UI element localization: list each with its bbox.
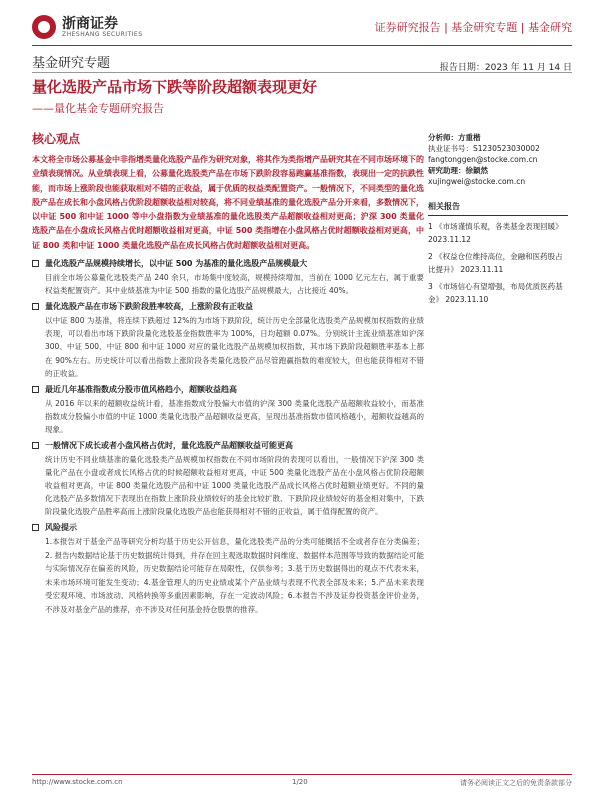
key-point-body: 以中证 800 为基准，将连续下跌超过 12%的为市场下跌阶段，统计历史全部量化选股类产品规模加权指数的业绩表现，可以看出市场下跌阶段量化选股基金指数胜率为 100%，日均超额 0.07%。分别统计主流业绩基准如沪深 300、中证 500、中证 800 和中证 1000 对应的量化选股产品规模加权指数，其市场下跌阶段超额胜率基本上都在 90%左右。历史统计可以看出指数上涨阶段各类量化选股产品尽管跑赢指数的难度较大，但也能获得相对不错的正收益。	[45, 316, 424, 378]
key-point-body: 目前全市场公募量化选股类产品 240 余只，市场集中度较高，规模持续增加，当前在 1000 亿元左右，属于重要权益类配置资产。其中业绩基准为中证 500 指数的量化选股产品规模最大，占比接近 40%。	[45, 273, 424, 296]
page-number: 1/20	[292, 778, 308, 786]
related-report-link[interactable]: 1 《市场谨慎乐观，各类基金表现回暖》 2023.11.12	[428, 222, 563, 244]
key-point	[32, 438, 424, 518]
key-point-title: 一般情况下成长或者小盘风格占优时，量化选股产品超额收益可能更高	[45, 441, 293, 451]
checkbox-icon	[32, 260, 39, 267]
brand-name: 浙商证券	[62, 15, 118, 32]
checkbox-icon	[32, 442, 39, 449]
analyst-label: 分析师：	[428, 133, 458, 142]
category-divider	[32, 72, 572, 73]
report-date: 报告日期：2023 年 11 月 14 日	[439, 63, 572, 73]
checkbox-icon	[32, 303, 39, 310]
related-report-link[interactable]: 2 《权益仓位维持高位，金融和医药股占比提升》 2023.11.11	[428, 252, 563, 274]
analyst-name: 方重楷	[458, 133, 481, 142]
key-point	[32, 256, 424, 297]
risk-body: 1.本报告对于基金产品等研究分析均基于历史公开信息，量化选股类产品的分类可能概括不全或者存在分类偏差； 2. 报告内数据结论基于历史数据统计得到，并存在回主观选取数据时间维度、数据样本范围等导致的数据结论可能与实际情况存在偏差的风险，历史数据结论可能存在局限性，仅供参考；3.基于历史数据得出的观点不代表未来，未来市场环境可能发生变动；4.基金管理人的历史业绩或某个产品业绩与表现不代表全部及未来；5.产品未来表现受宏观环境、市场波动、风格转换等多重因素影响，存在一定波动风险；6.本报告不涉及证券投资基金评价业务，不涉及对基金产品的推荐，亦不涉及对任何基金持仓股票的推荐。	[45, 537, 424, 614]
main-content	[32, 130, 424, 616]
intro-paragraph: 本文将全市场公募基金中非指增类量化选股产品作为研究对象，将其作为类指增产品研究其在不同市场环境下的业绩表现情况。从业绩表现上看，公募量化选股类产品在市场下跌阶段容易跑赢基准指数，表现出一定的抗跌性能，而市场上涨阶段也能获取相对不错的正收益，属于优质的权益类配置资产。一般情况下，不同类型的量化选股产品在成长和小盘风格占优阶段超额收益相对较高，将不同业绩基准的量化选股产品分开来看，多数情况下，以中证 500 和中证 1000 等中小盘指数为业绩基准的量化选股类产品超额收益相对更高；沪深 300 类量化选股产品在小盘成长风格占优时超额收益相对更高，中证 500 类指增在小盘风格占优时超额收益相对更高，中证 800 类和中证 1000 类量化选股产品在成长风格占优时超额收益相对更高。	[32, 155, 424, 250]
key-point	[32, 299, 424, 379]
risk-section	[32, 520, 424, 616]
related-reports-heading: 相关报告	[428, 201, 568, 216]
report-title: 量化选股产品市场下跌等阶段超额表现更好	[32, 78, 318, 96]
brand-logo	[32, 15, 143, 39]
footer-url[interactable]: http://www.stocke.com.cn	[32, 778, 123, 786]
key-point-body: 从 2016 年以来的超额收益统计看，基准指数成分股偏大市值的沪深 300 类量化选股产品超额收益较小，而基准指数成分股偏小市值的中证 1000 类量化选股产品超额收益更高，呈现出基准指数市值风格越小，超额收益越高的现象。	[45, 398, 424, 434]
key-point-title: 量化选股产品规模持续增长，以中证 500 为基准的量化选股产品规模最大	[45, 259, 308, 269]
report-type-nav: 证券研究报告 | 基金研究专题 | 基金研究	[374, 21, 572, 34]
assistant-name: 徐颖然	[465, 166, 488, 175]
sidebar	[428, 132, 568, 310]
core-heading: 核心观点	[32, 132, 81, 146]
footer-disclaimer: 请务必阅读正文之后的免责条款部分	[460, 779, 572, 787]
key-point-title: 最近几年基准指数成分股市值风格趋小，超额收益趋高	[45, 384, 237, 394]
assistant-label: 研究助理：	[428, 166, 466, 175]
report-subtitle: ——量化基金专题研究报告	[32, 102, 164, 115]
footer-divider	[32, 774, 572, 775]
brand-name-en: ZHESHANG SECURITIES	[62, 30, 143, 38]
risk-title: 风险提示	[45, 523, 77, 533]
logo-icon	[32, 15, 56, 39]
key-point	[32, 382, 424, 436]
checkbox-icon	[32, 524, 39, 531]
analyst-cert: 执业证书号：S1230523030002	[428, 144, 540, 153]
report-category: 基金研究专题	[32, 56, 111, 71]
assistant-email[interactable]: xujingwei@stocke.com.cn	[428, 177, 526, 186]
related-report-link[interactable]: 3 《市场信心有望增强，布局优质医药基金》 2023.11.10	[428, 282, 563, 304]
analyst-email[interactable]: fangtonggen@stocke.com.cn	[428, 155, 538, 164]
header-divider	[32, 45, 572, 46]
key-point-body: 统计历史不同业绩基准的量化选股类产品规模加权指数在不同市场阶段的表现可以看出，一般情况下沪深 300 类量化产品在小盘或者成长风格占优的时候超额收益相对更高，中证 500 类量化选股产品在小盘风格占优阶段超额收益相对更高，中证 800 类量化选股产品和中证 1000 类量化选股产品成长风格占优时超额业绩更好。不同的量化选股产品多数情况下表现出在指数上涨阶段业绩较好的基金比较扩散、下跌阶段业绩较好的基金相对集中，下跌阶段量化选股产品胜率高而上涨阶段量化选股产品也能获得相对不错的正收益，属于值得配置的资产。	[45, 455, 424, 517]
key-point-title: 量化选股产品在市场下跌阶段胜率较高，上涨阶段有正收益	[45, 302, 253, 312]
page-header	[32, 12, 572, 42]
checkbox-icon	[32, 386, 39, 393]
